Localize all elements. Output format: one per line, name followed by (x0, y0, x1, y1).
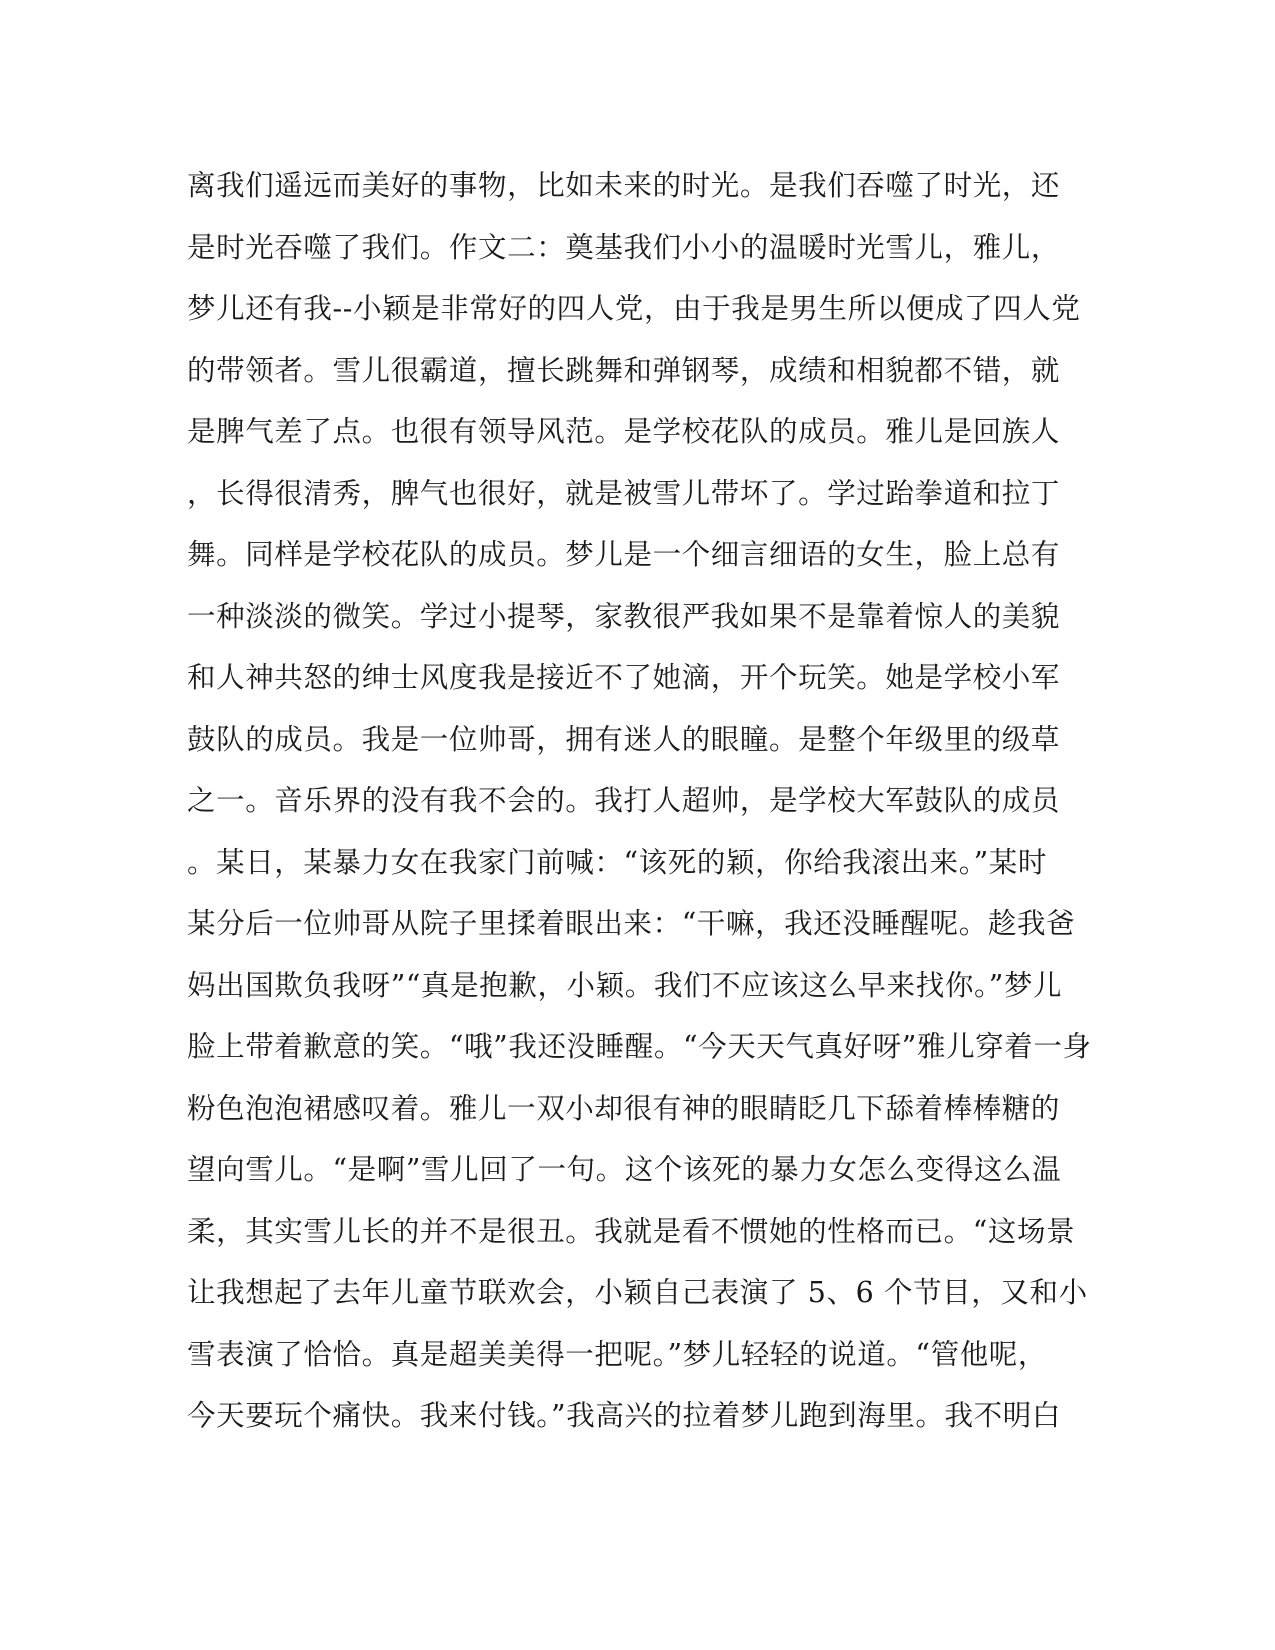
text-line: 和人神共怒的绅士风度我是接近不了她滴，开个玩笑。她是学校小军 (187, 661, 1061, 694)
text-line: 今天要玩个痛快。我来付钱。”我高兴的拉着梦儿跑到海里。我不明白 (187, 1399, 1061, 1432)
text-line: 梦儿还有我--小颖是非常好的四人党，由于我是男生所以便成了四人党 (187, 292, 1081, 325)
text-line: 是脾气差了点。也很有领导风范。是学校花队的成员。雅儿是回族人 (187, 415, 1061, 448)
text-line: 脸上带着歉意的笑。“哦”我还没睡醒。“今天天气真好呀”雅儿穿着一身 (187, 1030, 1092, 1063)
text-line: 柔，其实雪儿长的并不是很丑。我就是看不惯她的性格而已。“这场景 (187, 1214, 1076, 1248)
text-line: 一种淡淡的微笑。学过小提琴，家教很严我如果不是靠着惊人的美貌 (187, 599, 1061, 633)
text-line: 粉色泡泡裙感叹着。雅儿一双小却很有神的眼睛眨几下舔着棒棒糖的 (187, 1091, 1061, 1125)
text-line: 鼓队的成员。我是一位帅哥，拥有迷人的眼瞳。是整个年级里的级草 (187, 722, 1061, 756)
text-line: 舞。同样是学校花队的成员。梦儿是一个细言细语的女生，脸上总有 (187, 538, 1061, 571)
body-text (187, 164, 1092, 1456)
text-line: 。某日，某暴力女在我家门前喊：“该死的颖，你给我滚出来。”某时 (187, 845, 1047, 879)
text-line: 望向雪儿。“是啊”雪儿回了一句。这个该死的暴力女怎么变得这么温 (187, 1153, 1062, 1186)
text-line: ，长得很清秀，脾气也很好，就是被雪儿带坏了。学过跆拳道和拉丁 (187, 476, 1061, 510)
text-line: 离我们遥远而美好的事物，比如未来的时光。是我们吞噬了时光，还 (187, 169, 1061, 202)
text-line: 雪表演了恰恰。真是超美美得一把呢。”梦儿轻轻的说道。“管他呢， (187, 1337, 1047, 1371)
text-line: 某分后一位帅哥从院子里揉着眼出来：“干嘛，我还没睡醒呢。趁我爸 (187, 907, 1076, 940)
text-line: 是时光吞噬了我们。作文二：奠基我们小小的温暖时光雪儿，雅儿， (187, 230, 1061, 264)
text-line: 让我想起了去年儿童节联欢会，小颖自己表演了 5、6 个节目，又和小 (187, 1276, 1088, 1309)
text-line: 妈出国欺负我呀”“真是抱歉，小颖。我们不应该这么早来找你。”梦儿 (187, 968, 1063, 1002)
text-line: 之一。音乐界的没有我不会的。我打人超帅，是学校大军鼓队的成员 (187, 784, 1061, 817)
text-line: 的带领者。雪儿很霸道，擅长跳舞和弹钢琴，成绩和相貌都不错，就 (187, 353, 1061, 387)
